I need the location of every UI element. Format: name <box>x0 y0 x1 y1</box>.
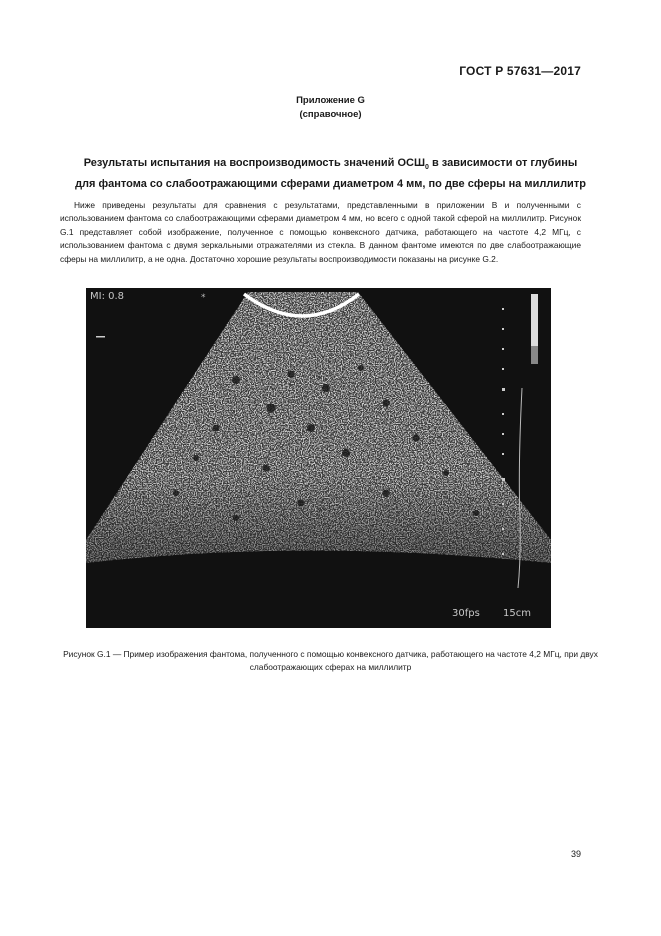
annex-type: (справочное) <box>299 109 362 120</box>
body-paragraph: Ниже приведены результаты для сравнения с результатами, представленными в приложении В и полученными с использованием фантома со слабоотражающими сферами диаметром 4 мм, но всего с одной такой сферой на миллилитр. Рисунок G.1 представляет собой изображение, полученное с помощью конвексного датчика, работающего на частоте 4,2 МГц, с использованием фантома с двумя зеркальными отражателями из стекла. В данном фантоме имеются по две слабоотражающие сферы на миллилитр, а не одна. Достаточно хорошие результаты воспроизводимости показаны на рисунке G.2. <box>60 200 581 264</box>
annex-label: Приложение G <box>296 95 365 106</box>
focus-marker <box>96 336 105 338</box>
title-line1-post: в зависимости от глубины <box>428 157 578 169</box>
ultrasound-image <box>86 288 551 628</box>
page-number: 39 <box>570 849 581 859</box>
section-title <box>40 155 621 192</box>
sector-scan <box>86 288 551 628</box>
figure-caption: Рисунок G.1 — Пример изображения фантома, полученного с помощью конвексного датчика, работающего на частоте 4,2 МГц, при двух слабоотражающих сферах на миллилитр <box>63 649 598 673</box>
title-line1-pre: Результаты испытания на воспроизводимость значений ОСШ <box>83 157 425 169</box>
annex-heading <box>0 94 661 122</box>
title-subscript: 0 <box>425 164 429 172</box>
ultrasound-scan <box>86 288 551 628</box>
section-title-line2: для фантома со слабоотражающими сферами диаметром 4 мм, по две сферы на миллилитр <box>75 178 586 191</box>
standard-code: ГОСТ Р 57631—2017 <box>459 64 581 78</box>
mi-label: MI: 0.8 <box>90 291 125 302</box>
section-title-line1 <box>40 155 621 176</box>
fps-label: 30fps <box>452 608 480 619</box>
depth-label: 15cm <box>503 608 531 619</box>
asterisk-marker: * <box>201 293 206 303</box>
